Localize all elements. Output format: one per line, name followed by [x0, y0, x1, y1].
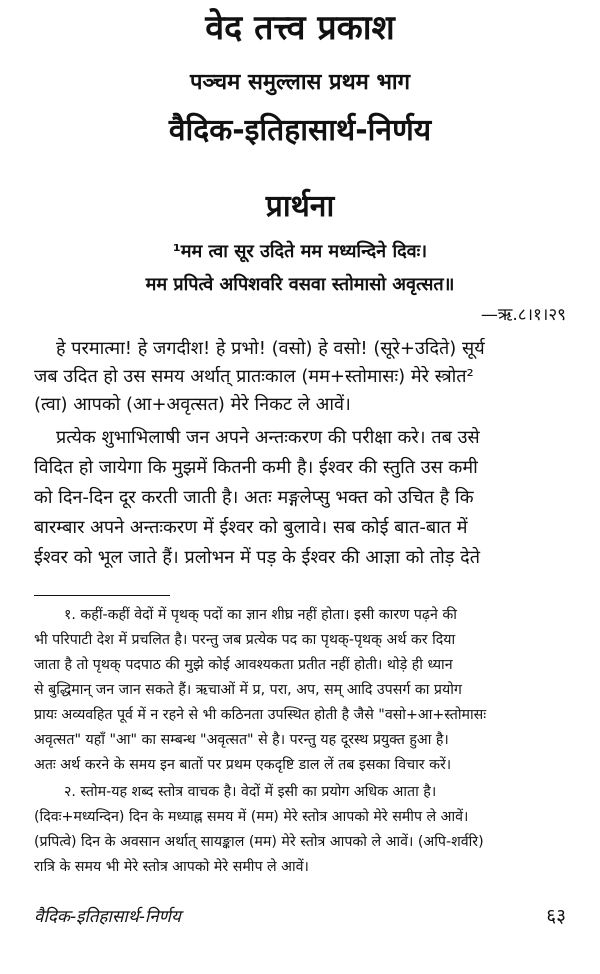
footnote-line-7: अतः अर्थ करने के समय इन बातों पर प्रथम एकदृष्टि डाल लें तब इसका विचार करें।: [34, 757, 452, 773]
running-title: वैदिक-इतिहासार्थ-निर्णय: [34, 907, 181, 927]
chapter-title: वैदिक-इतिहासार्थ-निर्णय: [168, 113, 432, 148]
body-line-8: ईश्वर को भूल जाते हैं। प्रलोभन में पड़ के ईश्वर की आज्ञा को तोड़ देते: [34, 547, 480, 568]
footnote-line-5: प्रायः अव्यवहित पूर्व में न रहने से भी कठिनता उपस्थित होती है जैसे "वसो+आ+स्तोमासः: [34, 707, 487, 723]
verse-line-1: ¹मम त्वा सूर उदिते मम मध्यन्दिने दिवः।: [172, 241, 428, 262]
body-line-1: हे परमात्मा! हे जगदीश! हे प्रभो! (वसो) हे वसो! (सूरे+उदिते) सूर्य: [56, 338, 485, 359]
section-title: पञ्चम समुल्लास प्रथम भाग: [189, 70, 411, 95]
footnote-line-1: १. कहीं-कहीं वेदों में पृथक् पदों का ज्ञान शीघ्र नहीं होता। इसी कारण पढ़ने की: [64, 607, 457, 623]
footnote-line-9: (दिवः+मध्यन्दिन) दिन के मध्याह्न समय में (मम) मेरे स्तोत्र आपको मेरे समीप ले आवें।: [34, 809, 469, 825]
footnote-line-4: से बुद्धिमान् जन जान सकते हैं। ऋचाओं में प्र, परा, अप, सम् आदि उपसर्ग का प्रयोग: [34, 682, 462, 698]
page-number: ६३: [546, 905, 566, 927]
book-title: वेद तत्त्व प्रकाश: [205, 8, 395, 48]
body-line-6: को दिन-दिन दूर करती जाती है। अतः मङ्गलेप्सु भक्त को उचित है कि: [34, 487, 474, 508]
verse-reference: —ऋ.८।१।२९: [480, 305, 566, 325]
body-line-5: विदित हो जायेगा कि मुझमें कितनी कमी है। ईश्वर की स्तुति उस कमी: [34, 457, 478, 478]
verse-line-2: मम प्रपित्वे अपिशवरि वसवा स्तोमासो अवृत्सत॥: [145, 274, 455, 295]
footnote-line-10: (प्रपित्वे) दिन के अवसान अर्थात् सायङ्काल (मम) मेरे स्तोत्र आपको ले आवें। (अपि-शर्वरि): [34, 834, 484, 850]
body-line-2: जब उदित हो उस समय अर्थात् प्रातःकाल (मम+स्तोमासः) मेरे स्त्रोत²: [34, 366, 474, 387]
footnote-line-3: जाता है तो पृथक् पदपाठ की मुझे कोई आवश्यकता प्रतीत नहीं होती। थोड़े ही ध्यान: [34, 657, 453, 673]
footnote-line-8: २. स्तोम-यह शब्द स्तोत्र वाचक है। वेदों में इसी का प्रयोग अधिक आता है।: [64, 784, 437, 800]
footnote-line-2: भी परिपाटी देश में प्रचलित है। परन्तु जब प्रत्येक पद का पृथक्-पृथक् अर्थ कर दिया: [34, 632, 456, 648]
prayer-heading: प्रार्थना: [265, 189, 335, 224]
footnote-line-11: रात्रि के समय भी मेरे स्तोत्र आपको मेरे समीप ले आवें।: [34, 859, 309, 875]
footnote-divider: [34, 595, 170, 596]
body-line-7: बारम्बार अपने अन्तःकरण में ईश्वर को बुलावे। सब कोई बात-बात में: [34, 517, 468, 538]
footnote-line-6: अवृत्सत" यहाँ "आ" का सम्बन्ध "अवृत्सत" से है। परन्तु यह दूरस्थ प्रयुक्त हुआ है।: [34, 732, 449, 748]
body-line-3: (त्वा) आपको (आ+अवृत्सत) मेरे निकट ले आवें।: [34, 394, 351, 415]
body-line-4: प्रत्येक शुभाभिलाषी जन अपने अन्तःकरण की परीक्षा करे। तब उसे: [56, 427, 480, 448]
